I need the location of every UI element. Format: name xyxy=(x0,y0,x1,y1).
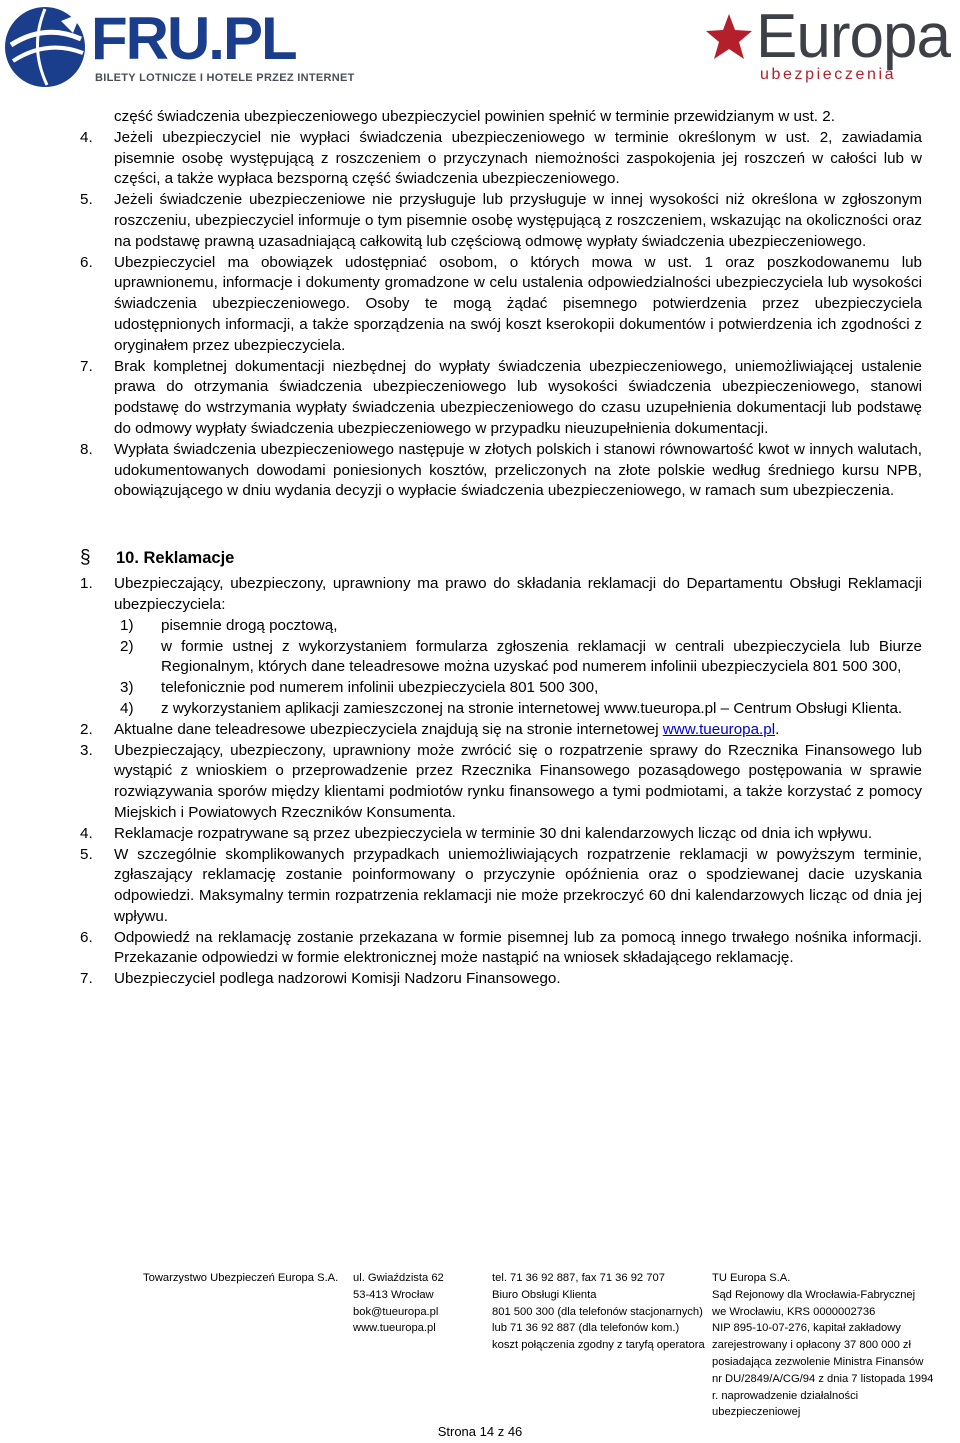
item-text-end: . xyxy=(775,720,780,738)
item-text: Jeżeli ubezpieczyciel nie wypłaci świadczenia ubezpieczeniowego w terminie określonym w ust. 2, zawiadamia pisemnie osobę występującą z roszczeniem o przyczynach niemożności zaspokojenia jej roszczeń w całości lub w części, a także wypłaca bezsporną część świadczenia ubezpieczeniowego. xyxy=(114,128,922,188)
item-number: 8. xyxy=(80,440,93,458)
list-item xyxy=(80,720,922,741)
list-item xyxy=(80,440,922,502)
list-item xyxy=(80,845,922,928)
list-item xyxy=(80,128,922,190)
footer-legal xyxy=(712,1270,933,1421)
sub-item-text: telefonicznie pod numerem infolinii ubezpieczyciela 801 500 300, xyxy=(161,679,599,697)
sub-item-text: w formie ustnej z wykorzystaniem formularza zgłoszenia reklamacji w centrali ubezpieczyciela lub Biurze Regionalnym, których dane teleadresowe można uzyskać pod numerem infolinii ubezpieczyciela 801 500 300, xyxy=(161,637,922,676)
section-heading xyxy=(80,542,922,574)
sub-item-number: 4) xyxy=(120,699,134,717)
section-symbol: § xyxy=(80,546,91,568)
sub-list-item xyxy=(120,699,922,720)
europa-logo xyxy=(704,2,958,88)
footer-line: ubezpieczeniowej xyxy=(712,1406,801,1419)
footer-line: 801 500 300 (dla telefonów stacjonarnych) xyxy=(492,1305,703,1318)
footer-line: www.tueuropa.pl xyxy=(353,1322,436,1335)
footer-line: we Wrocławiu, KRS 0000002736 xyxy=(712,1305,876,1318)
sub-item-text: z wykorzystaniem aplikacji zamieszczonej na stronie internetowej www.tueuropa.pl – Centrum Obsługi Klienta. xyxy=(161,699,903,717)
footer-line: r. naprowadzenie działalności xyxy=(712,1389,859,1402)
list-item xyxy=(80,190,922,252)
list-item xyxy=(80,824,922,845)
item-text: Jeżeli świadczenie ubezpieczeniowe nie przysługuje lub przysługuje w innej wysokości niż określona w zgłoszonym roszczeniu, ubezpieczyciel informuje o tym pisemnie osobę występującą z roszczeniem, wskazując na okoliczności oraz na podstawę prawną uzasadniającą całkowitą lub częściową odmowę wypłaty świadczenia ubezpieczeniowego. xyxy=(114,191,922,250)
footer-line: tel. 71 36 92 887, fax 71 36 92 707 xyxy=(492,1272,665,1284)
section-title: 10. Reklamacje xyxy=(116,548,235,567)
continuation-paragraph: część świadczenia ubezpieczeniowego ubezpieczyciel powinien spełnić w terminie przewidzianym w ust. 2. xyxy=(114,108,835,125)
sub-list-item xyxy=(120,678,922,699)
fru-globe-icon xyxy=(3,5,87,89)
item-text: Reklamacje rozpatrywane są przez ubezpieczyciela w terminie 30 dni kalendarzowych licząc od dnia ich wpływu. xyxy=(114,824,873,842)
sub-list xyxy=(120,616,922,720)
footer-line: ul. Gwiaździsta 62 xyxy=(353,1272,444,1284)
footer-line: zarejestrowany i opłacony 37 800 000 zł xyxy=(712,1339,912,1352)
item-number: 4. xyxy=(80,824,93,842)
list-item xyxy=(80,928,922,970)
sub-item-number: 3) xyxy=(120,679,134,697)
footer-company xyxy=(143,1270,338,1287)
item-text: Ubezpieczający, ubezpieczony, uprawniony może zwrócić się o rozpatrzenie sprawy do Rzecznika Finansowego lub wystąpić z wnioskiem o przeprowadzenie przez Rzecznika Finansowego pozasądowego postępowania w sprawie rozwiązywania sporów między klientami podmiotów rynku finansowego a tymi podmiotami, a także korzystać z pomocy Miejskich i Powiatowych Rzeczników Konsumenta. xyxy=(114,741,922,821)
item-text: Ubezpieczający, ubezpieczony, uprawniony ma prawo do składania reklamacji do Departamentu Obsługi Reklamacji ubezpieczyciela: xyxy=(114,575,922,613)
footer-line: posiadająca zezwolenie Ministra Finansów xyxy=(712,1355,924,1368)
fru-logo-word: FRU.PL xyxy=(91,5,296,72)
europa-star-icon xyxy=(704,12,754,62)
item-number: 1. xyxy=(80,575,93,593)
sub-item-text: pisemnie drogą pocztową, xyxy=(161,616,338,634)
footer-line: Sąd Rejonowy dla Wrocławia-Fabrycznej xyxy=(712,1288,916,1301)
page-footer xyxy=(0,1270,960,1420)
sub-item-number: 1) xyxy=(120,616,134,634)
item-text: Ubezpieczyciel podlega nadzorowi Komisji Nadzoru Finansowego. xyxy=(114,970,561,988)
footer-line: Towarzystwo Ubezpieczeń Europa S.A. xyxy=(143,1272,339,1284)
footer-line: TU Europa S.A. xyxy=(712,1272,791,1284)
footer-line: NIP 895-10-07-276, kapitał zakładowy xyxy=(712,1322,901,1335)
sub-list-item xyxy=(120,616,922,637)
list-item xyxy=(80,969,922,990)
item-text: Odpowiedź na reklamację zostanie przekazana w formie pisemnej lub za pomocą innego trwałego nośnika informacji. Przekazanie odpowiedzi w formie elektronicznej może nastąpić na wniosek składającego reklamację. xyxy=(114,928,922,967)
item-text: Brak kompletnej dokumentacji niezbędnej do wypłaty świadczenia ubezpieczeniowego, uniemożliwiającej ustalenie prawa do otrzymania świadczenia ubezpieczeniowego lub wysokości świadczenia ubezpieczeniowego, stanowi podstawę do wstrzymania wypłaty świadczenia ubezpieczeniowego do czasu uzupełnienia dokumentacji lub podstawę do odmowy wypłaty świadczenia ubezpieczeniowego w przypadku nieuzupełnienia dokumentacji. xyxy=(114,357,922,437)
sub-list-item xyxy=(120,637,922,679)
item-text: Wypłata świadczenia ubezpieczeniowego następuje w złotych polskich i stanowi równowartość kwot w innych walutach, udokumentowanych dowodami poniesionych kosztów, przeliczonych na złote polskie według średniego kursu NPB, obowiązującego w dniu wydania decyzji o wypłacie świadczenia ubezpieczeniowego, w ramach sum ubezpieczenia. xyxy=(114,440,922,500)
item-number: 6. xyxy=(80,253,93,271)
item-number: 3. xyxy=(80,741,93,759)
website-link[interactable]: www.tueuropa.pl xyxy=(662,720,776,738)
item-number: 6. xyxy=(80,928,93,946)
list-item xyxy=(80,253,922,357)
item-text: W szczególnie skomplikowanych przypadkach uniemożliwiających rozpatrzenie reklamacji w powyższym terminie, zgłaszający reklamację zostanie poinformowany o przyczynie opóźnienia oraz o spodziewanej dacie uzyskania odpowiedzi. Maksymalny termin rozpatrzenia reklamacji nie może przekroczyć 60 dni kalendarzowych licząc od dnia jej wpływu. xyxy=(114,845,922,925)
fru-logo xyxy=(3,3,355,91)
footer-line: 53-413 Wrocław xyxy=(353,1288,434,1301)
item-number: 5. xyxy=(80,845,93,863)
footer-address xyxy=(353,1270,444,1337)
item-text: Aktualne dane teleadresowe ubezpieczyciela znajdują się na stronie internetowej xyxy=(114,720,663,738)
item-number: 7. xyxy=(80,970,93,988)
europa-logo-sub: ubezpieczenia xyxy=(760,66,897,83)
sub-item-number: 2) xyxy=(120,637,134,655)
item-number: 2. xyxy=(80,720,93,738)
footer-contact xyxy=(492,1270,705,1354)
footer-line: Biuro Obsługi Klienta xyxy=(492,1288,597,1301)
footer-line: koszt połączenia zgodny z taryfą operatora xyxy=(492,1339,705,1352)
item-text: Ubezpieczyciel ma obowiązek udostępniać osobom, o których mowa w ust. 1 oraz poszkodowanemu lub uprawnionemu, informacje i dokumenty gromadzone w celu ustalenia odpowiedzialności ubezpieczyciela lub wysokości świadczenia ubezpieczeniowego. Osoby te mogą żądać pisemnego potwierdzenia przez ubezpieczyciela udostępnionych informacji, a także sporządzenia na swój koszt kserokopii dokumentów i potwierdzenia ich zgodności z oryginałem przez ubezpieczyciela. xyxy=(114,253,922,354)
list-item xyxy=(80,741,922,824)
footer-line: bok@tueuropa.pl xyxy=(353,1305,439,1318)
list-item xyxy=(80,357,922,440)
fru-logo-tagline: BILETY LOTNICZE I HOTELE PRZEZ INTERNET xyxy=(95,72,355,84)
item-number: 7. xyxy=(80,357,93,375)
footer-line: nr DU/2849/A/CG/94 z dnia 7 listopada 1994 xyxy=(712,1372,934,1385)
document-body xyxy=(80,107,922,990)
page-number: Strona 14 z 46 xyxy=(437,1424,523,1439)
europa-logo-word: Europa xyxy=(756,2,950,71)
list-item xyxy=(80,574,922,616)
footer-line: lub 71 36 92 887 (dla telefonów kom.) xyxy=(492,1322,680,1335)
item-number: 5. xyxy=(80,191,93,209)
item-number: 4. xyxy=(80,128,93,146)
